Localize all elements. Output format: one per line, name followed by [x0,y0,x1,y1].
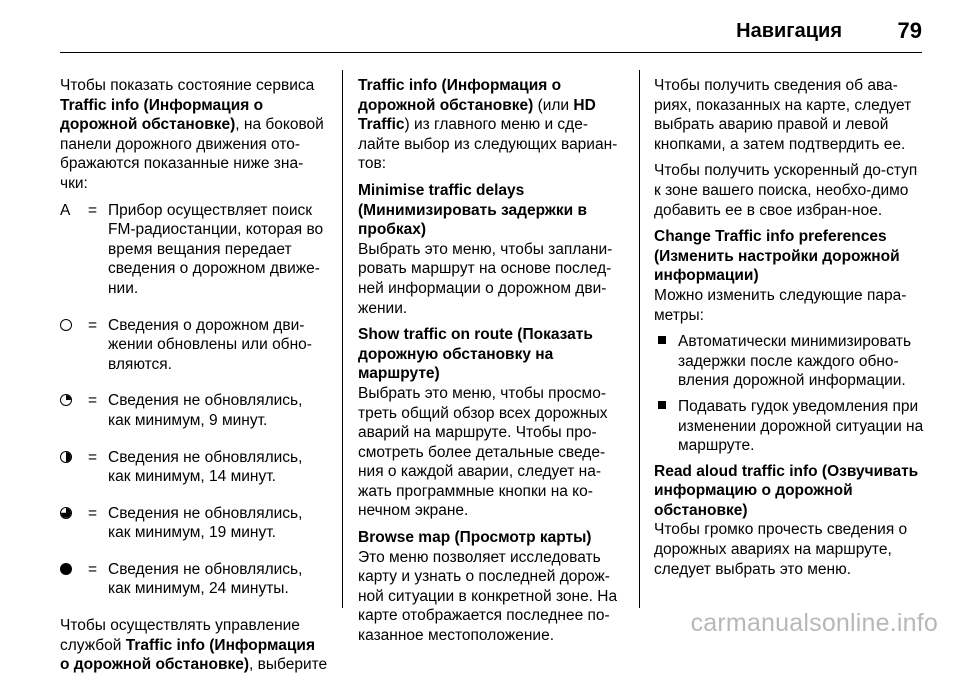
column-2 [358,76,624,653]
header-rule [60,52,922,53]
legend-item-14min: = Сведения не обновлялись, как минимум, 14 минут. [60,448,328,487]
list-item: Подавать гудок уведомления при изменении дорожной ситуации на маршруте. [654,397,924,456]
options-intro: Traffic info (Информация о дорожной обстановке) (или HD Traffic) из главного меню и сде-лайте выбор из следующих вариан-тов: [358,77,618,173]
column-1 [60,76,328,682]
section-title: Навигация [736,20,842,42]
section-show-traffic: Show traffic on route (Показать дорожную обстановку на маршруте) Выбрать это меню, чтобы просмо-треть общий обзор всех дорожных аварий на маршруте. Чтобы про-смотреть более детальные сведе-ния о каждой аварии, следует на-жать программные кнопки на ко-нечном экране. [358,325,624,521]
full-circle-icon [60,563,72,575]
square-bullet-icon [654,332,678,391]
watermark: carmanualsonline.info [690,609,938,637]
section-heading: Change Traffic info preferences (Изменить настройки дорожной информации) [654,228,900,285]
quarter-circle-icon [60,394,72,406]
section-minimise-delays: Minimise traffic delays (Минимизировать задержки в пробках) Выбрать это меню, чтобы заплани-ровать маршрут на основе послед-ней информации о дорожном дви-жении. [358,181,624,318]
three-quarter-circle-icon [60,507,72,519]
section-change-preferences: Change Traffic info preferences (Изменить настройки дорожной информации) Можно изменить следующие пара-метры: [654,227,924,325]
page-header [0,0,960,52]
column-divider-1 [342,70,343,608]
page-number: 79 [897,18,922,43]
legend-symbol-a: A [60,201,71,219]
intro-paragraph: Чтобы показать состояние сервиса Traffic info (Информация о дорожной обстановке), на боковой панели дорожного движения ото-бражаются показанные ниже зна-чки: [60,77,324,192]
list-item: Автоматически минимизировать задержки после каждого обно-вления дорожной информации. [654,332,924,391]
legend-item-19min: = Сведения не обновлялись, как минимум, 19 минут. [60,504,328,543]
legend-item-antenna: A = Прибор осуществляет поиск FM-радиостанции, которая во время вещания передает сведения о дорожном движе-нии. [60,201,324,297]
section-heading: Minimise traffic delays (Минимизировать задержки в пробках) [358,181,587,239]
column-3 [654,76,924,586]
square-bullet-icon [654,397,678,456]
paragraph-accidents: Чтобы получить сведения об ава-риях, показанных на карте, следует выбрать аварию правой и левой кнопками, а затем подтвердить ее. [654,77,912,153]
section-heading: Show traffic on route (Показать дорожную обстановку на маршруте) [358,326,593,383]
legend-item-updated: = Сведения о дорожном дви-жении обновлены или обно-вляются. [60,316,328,375]
legend-item-9min: = Сведения не обновлялись, как минимум, 9 минут. [60,391,328,430]
section-heading: Read aloud traffic info (Озвучивать информацию о дорожной обстановке) [654,462,919,519]
section-browse-map: Browse map (Просмотр карты) Это меню позволяет исследовать карту и узнать о последней дорож-ной ситуации в конкретной зоне. На карте отображается последнее по-казанное местоположение. [358,528,624,646]
paragraph-favorites: Чтобы получить ускоренный до-ступ к зоне вашего поиска, необхо-димо добавить ее в свое избран-ное. [654,162,918,219]
legend-item-24min: = Сведения не обновлялись, как минимум, 24 минуты. [60,560,328,599]
section-read-aloud: Read aloud traffic info (Озвучивать информацию о дорожной обстановке) Чтобы громко прочесть сведения о дорожных авариях на маршруте, следует выбрать это меню. [654,462,924,580]
outro-paragraph: Чтобы осуществлять управление службой Traffic info (Информация о дорожной обстановке), выберите [60,617,328,674]
half-circle-icon [60,451,72,463]
section-heading: Browse map (Просмотр карты) [358,529,592,547]
empty-circle-icon [60,319,72,331]
column-divider-2 [639,70,640,608]
